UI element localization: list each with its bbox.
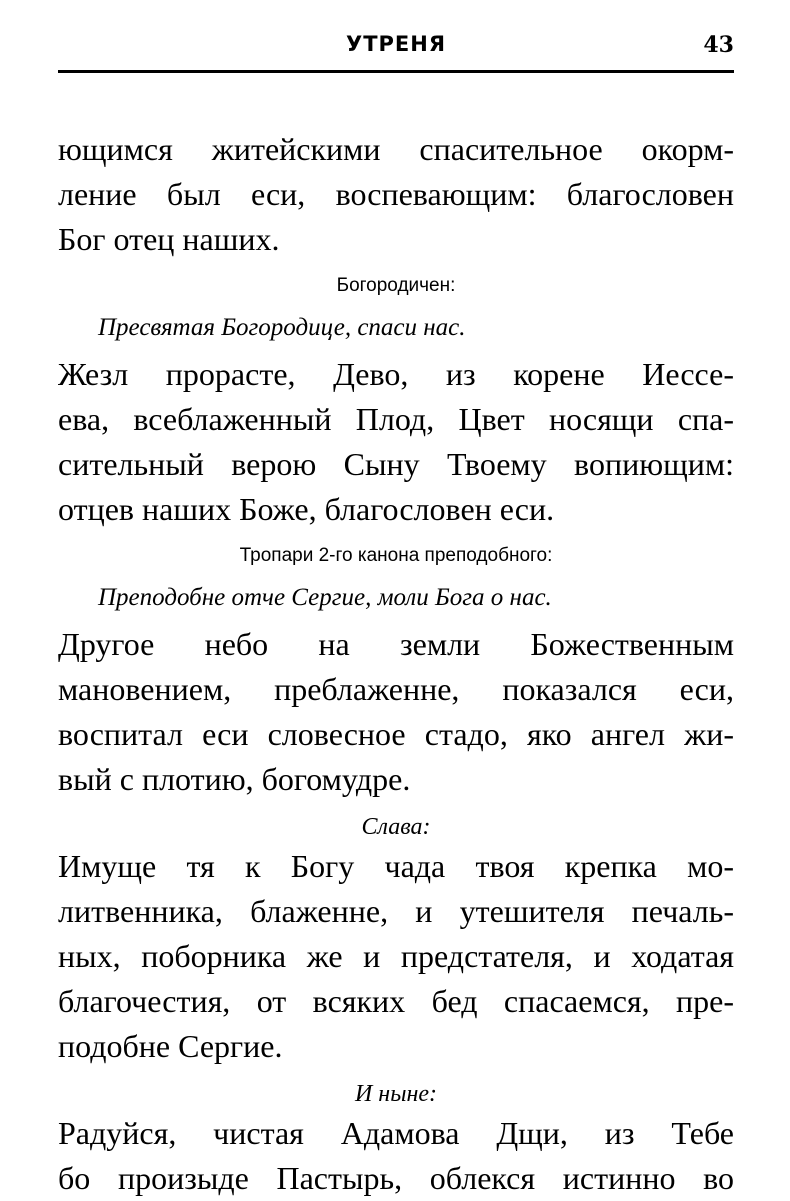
- text-line: благочестия, от всяких бед спасаемся, пре-: [58, 983, 734, 1019]
- text-line: сительный верою Сыну Твоему вопиющим:: [58, 446, 734, 482]
- tropari-refrain: Преподобне отче Сергие, моли Бога о нас.: [98, 584, 552, 611]
- text-line: воспитал еси словесное стадо, яко ангел жи-: [58, 716, 734, 752]
- text-line: вый с плотию, богомудре.: [58, 761, 411, 797]
- running-title: УТРЕНЯ: [346, 32, 446, 56]
- text-line: Жезл прорасте, Дево, из корене Иессе-: [58, 356, 734, 392]
- text-line: Имуще тя к Богу чада твоя крепка мо-: [58, 848, 734, 884]
- text-line: ющимся житейскими спасительное окорм-: [58, 131, 734, 167]
- text-line: Радуйся, чистая Адамова Дщи, из Тебе: [58, 1115, 734, 1151]
- text-line: литвенника, блаженне, и утешителя печаль-: [58, 893, 734, 929]
- intro-paragraph: [58, 127, 734, 262]
- page-number: 43: [703, 32, 734, 58]
- text-line: ных, поборника же и предстателя, и ходатая: [58, 938, 734, 974]
- slava-paragraph: [58, 844, 734, 1069]
- running-header: [58, 30, 734, 73]
- bogorodichen-heading: Богородичен:: [336, 275, 456, 296]
- text-line: ева, всеблаженный Плод, Цвет носящи спа-: [58, 401, 734, 437]
- text-line: Другое небо на земли Божественным: [58, 626, 734, 662]
- i-nyne-paragraph: [58, 1111, 734, 1201]
- text-line: ление был еси, воспевающим: благословен: [58, 176, 734, 212]
- tropari-heading: Тропари 2-го канона преподобного:: [239, 545, 553, 566]
- book-page: [58, 30, 734, 1201]
- tropari-paragraph: [58, 622, 734, 802]
- slava-heading: Слава:: [361, 814, 431, 840]
- i-nyne-heading: И ныне:: [354, 1081, 438, 1107]
- text-line: подобне Сергие.: [58, 1028, 283, 1064]
- text-line: бо произыде Пастырь, облекся истинно во: [58, 1160, 734, 1196]
- bogorodichen-paragraph: [58, 352, 734, 532]
- text-line: отцев наших Боже, благословен еси.: [58, 491, 555, 527]
- bogorodichen-refrain: Пресвятая Богородице, спаси нас.: [98, 314, 466, 341]
- text-line: Бог отец наших.: [58, 221, 280, 257]
- text-line: мановением, преблаженне, показался еси,: [58, 671, 734, 707]
